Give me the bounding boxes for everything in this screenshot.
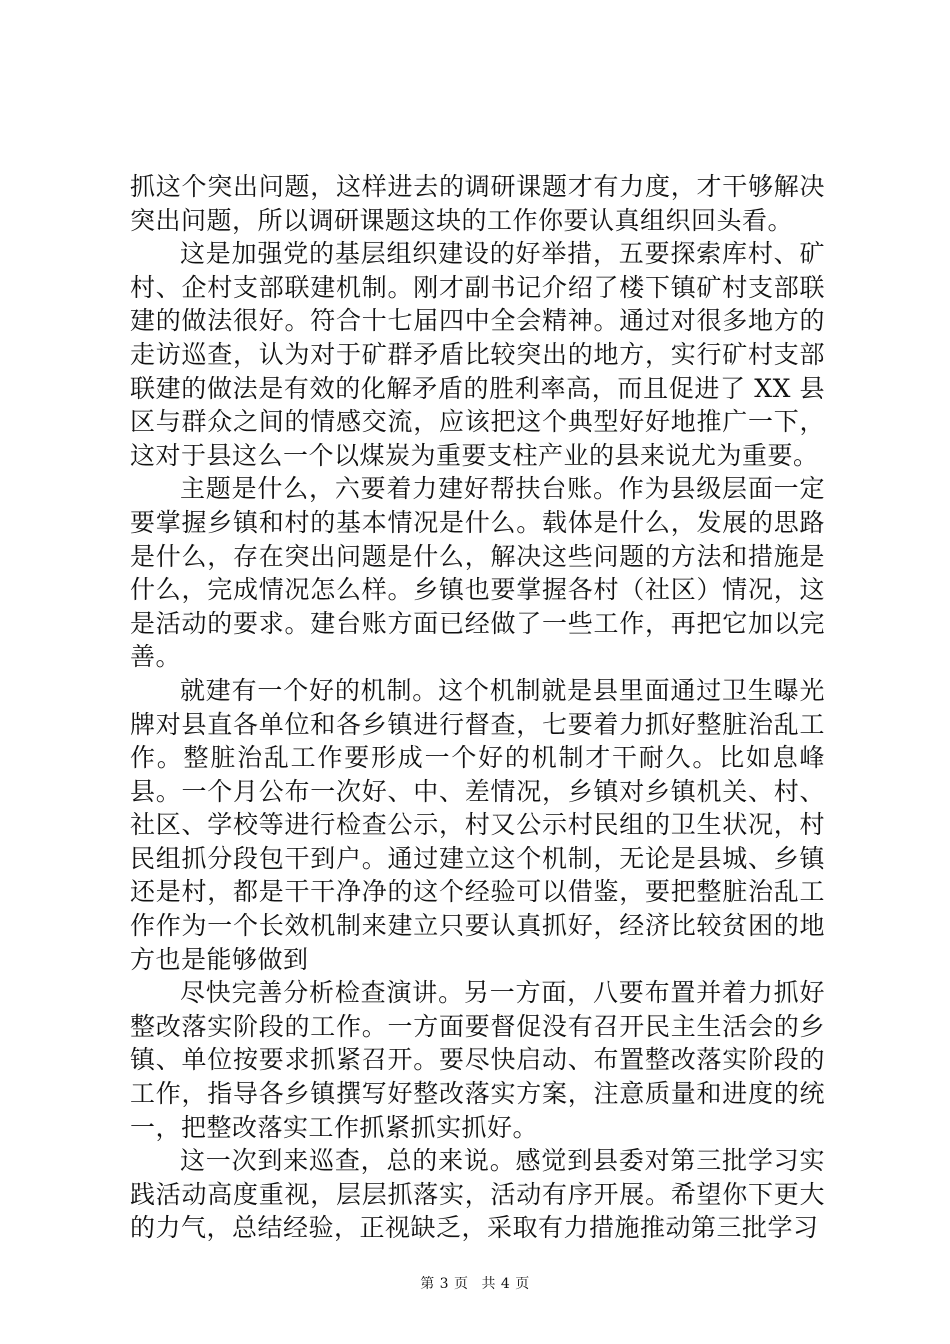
paragraph-3: 主题是什么，六要着力建好帮扶台账。作为县级层面一定要掌握乡镇和村的基本情况是什么。载体是什么，发展的思路是什么，存在突出问题是什么，解决这些问题的方法和措施是什么，完成情况怎么样。乡镇也要掌握各村（社区）情况，这是活动的要求。建台账方面已经做了一些工作，再把它加以完善。 <box>130 474 825 672</box>
page-number: 第 3 页 <box>420 1276 469 1292</box>
document-body <box>130 170 825 1245</box>
paragraph-6: 这一次到来巡查，总的来说。感觉到县委对第三批学习实践活动高度重视，层层抓落实，活动有序开展。希望你下更大的力气，总结经验，正视缺乏，采取有力措施推动第三批学习 <box>130 1146 825 1243</box>
paragraph-1: 抓这个突出问题，这样进去的调研课题才有力度，才干够解决突出问题，所以调研课题这块的工作你要认真组织回头看。 <box>130 172 825 235</box>
page-footer <box>0 1273 950 1293</box>
paragraph-4: 就建有一个好的机制。这个机制就是县里面通过卫生曝光牌对县直各单位和各乡镇进行督查，七要着力抓好整脏治乱工作。整脏治乱工作要形成一个好的机制才干耐久。比如息峰县。一个月公布一次好、中、差情况，乡镇对乡镇机关、村、社区、学校等进行检查公示，村又公示村民组的卫生状况，村民组抓分段包干到户。通过建立这个机制，无论是县城、乡镇还是村，都是干干净净的这个经验可以借鉴，要把整脏治乱工作作为一个长效机制来建立只要认真抓好，经济比较贫困的地方也是能够做到 <box>130 675 825 974</box>
paragraph-5: 尽快完善分析检查演讲。另一方面，八要布置并着力抓好整改落实阶段的工作。一方面要督促没有召开民主生活会的乡镇、单位按要求抓紧召开。要尽快启动、布置整改落实阶段的工作，指导各乡镇撰写好整改落实方案，注意质量和进度的统一，把整改落实工作抓紧抓实抓好。 <box>130 978 825 1142</box>
paragraph-2: 这是加强党的基层组织建设的好举措，五要探索库村、矿村、企村支部联建机制。刚才副书记介绍了楼下镇矿村支部联建的做法很好。符合十七届四中全会精神。通过对很多地方的走访巡查，认为对于矿群矛盾比较突出的地方，实行矿村支部联建的做法是有效的化解矛盾的胜利率高，而且促进了 XX 县区与群众之间的情感交流，应该把这个典型好好地推广一下，这对于县这么一个以煤炭为重要支柱产业的县来说尤为重要。 <box>130 239 825 470</box>
page-total: 共 4 页 <box>481 1276 530 1292</box>
